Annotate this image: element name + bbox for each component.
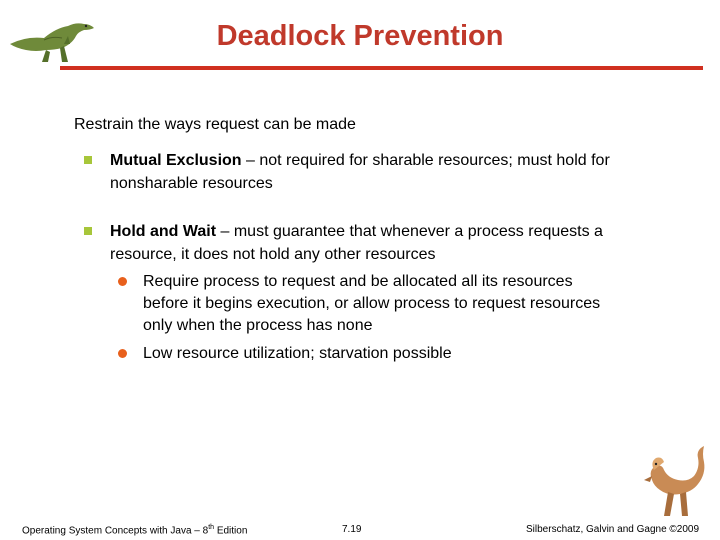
square-bullet-icon bbox=[84, 227, 92, 235]
bullet-text: – not required for sharable resources; must hold for nonsharable resources bbox=[110, 152, 610, 192]
footer-page-number: 7.19 bbox=[342, 524, 362, 535]
bullet-mutual-exclusion bbox=[84, 149, 644, 195]
sub-bullet-low-utilization bbox=[118, 343, 608, 365]
intro-text: Restrain the ways request can be made bbox=[74, 116, 356, 133]
title-underline bbox=[60, 66, 703, 70]
bullet-term: Mutual Exclusion bbox=[110, 152, 242, 169]
footer-copyright: Silberschatz, Galvin and Gagne ©2009 bbox=[526, 524, 700, 535]
bullet-hold-and-wait bbox=[84, 220, 644, 266]
footer-book-title: Operating System Concepts with Java – 8th Edition bbox=[22, 524, 248, 537]
sub-bullet-text: Require process to request and be allocated all its resources before it begins execution, or allow process to request resources only when the process has none bbox=[143, 273, 601, 334]
slide-title: Deadlock Prevention bbox=[216, 20, 504, 52]
bullet-text: – must guarantee that whenever a process requests a resource, it does not hold any other resources bbox=[110, 223, 603, 263]
dinosaur-mascot-icon bbox=[638, 440, 710, 522]
round-bullet-icon bbox=[118, 349, 127, 358]
sub-bullet-request-all bbox=[118, 271, 608, 337]
round-bullet-icon bbox=[118, 277, 127, 286]
bullet-term: Hold and Wait bbox=[110, 223, 217, 240]
sub-bullet-text: Low resource utilization; starvation possible bbox=[143, 345, 452, 362]
square-bullet-icon bbox=[84, 156, 92, 164]
